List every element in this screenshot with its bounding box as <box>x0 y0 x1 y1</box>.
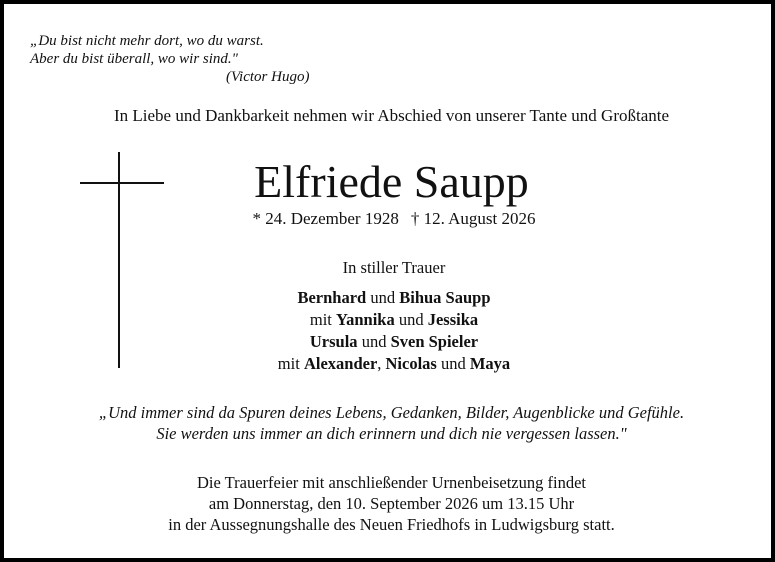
service-line-2: am Donnerstag, den 10. September 2026 um 13.15 Uhr <box>208 494 575 513</box>
intro-text: In Liebe und Dankbarkeit nehmen wir Abschied von unserer Tante und Großtante <box>113 106 670 125</box>
conjunction: und <box>361 332 387 351</box>
closing-quote-line-1: „Und immer sind da Spuren deines Lebens, Gedanken, Bilder, Augenblicke und Gefühle. <box>98 403 685 422</box>
death-date: † 12. August 2026 <box>410 209 536 228</box>
family-name: Jessika <box>427 310 479 329</box>
conjunction: und <box>440 354 466 373</box>
family-line-1 <box>204 287 584 309</box>
family-name: Maya <box>469 354 511 373</box>
family-name: Nicolas <box>385 354 437 373</box>
motto-author: (Victor Hugo) <box>226 69 310 85</box>
cross-icon <box>80 152 164 368</box>
life-dates <box>224 209 564 229</box>
motto-line-2: Aber du bist überall, wo wir sind." <box>30 51 238 67</box>
service-line-3: in der Aussegnungshalle des Neuen Friedhofs in Ludwigsburg statt. <box>168 515 615 534</box>
conjunction: und <box>398 310 424 329</box>
service-line-1: Die Trauerfeier mit anschließender Urnenbeisetzung findet <box>197 473 586 492</box>
family-name: Sven Spieler <box>390 332 479 351</box>
conjunction: mit <box>309 310 332 329</box>
cross-vertical-bar <box>118 152 120 368</box>
family-name: Yannika <box>336 310 395 329</box>
family-list <box>204 287 584 375</box>
conjunction: mit <box>277 354 300 373</box>
family-name: Alexander <box>303 354 378 373</box>
family-line-2 <box>204 309 584 331</box>
closing-quote-line-2: Sie werden uns immer an dich erinnern und dich nie vergessen lassen." <box>156 424 627 443</box>
mourning-label: In stiller Trauer <box>342 258 446 277</box>
closing-quote <box>4 402 775 444</box>
motto-quote <box>30 32 309 86</box>
comma: , <box>377 354 382 373</box>
deceased-name: Elfriede Saupp <box>254 156 529 207</box>
birth-date: * 24. Dezember 1928 <box>252 209 399 228</box>
family-name: Bernhard <box>297 288 367 307</box>
family-name: Ursula <box>309 332 358 351</box>
funeral-service-info <box>4 472 775 535</box>
motto-line-1: „Du bist nicht mehr dort, wo du warst. <box>30 33 264 49</box>
conjunction: und <box>370 288 396 307</box>
cross-horizontal-bar <box>80 182 164 184</box>
family-line-4 <box>204 353 584 375</box>
family-line-3 <box>204 331 584 353</box>
family-name: Bihua Saupp <box>399 288 491 307</box>
